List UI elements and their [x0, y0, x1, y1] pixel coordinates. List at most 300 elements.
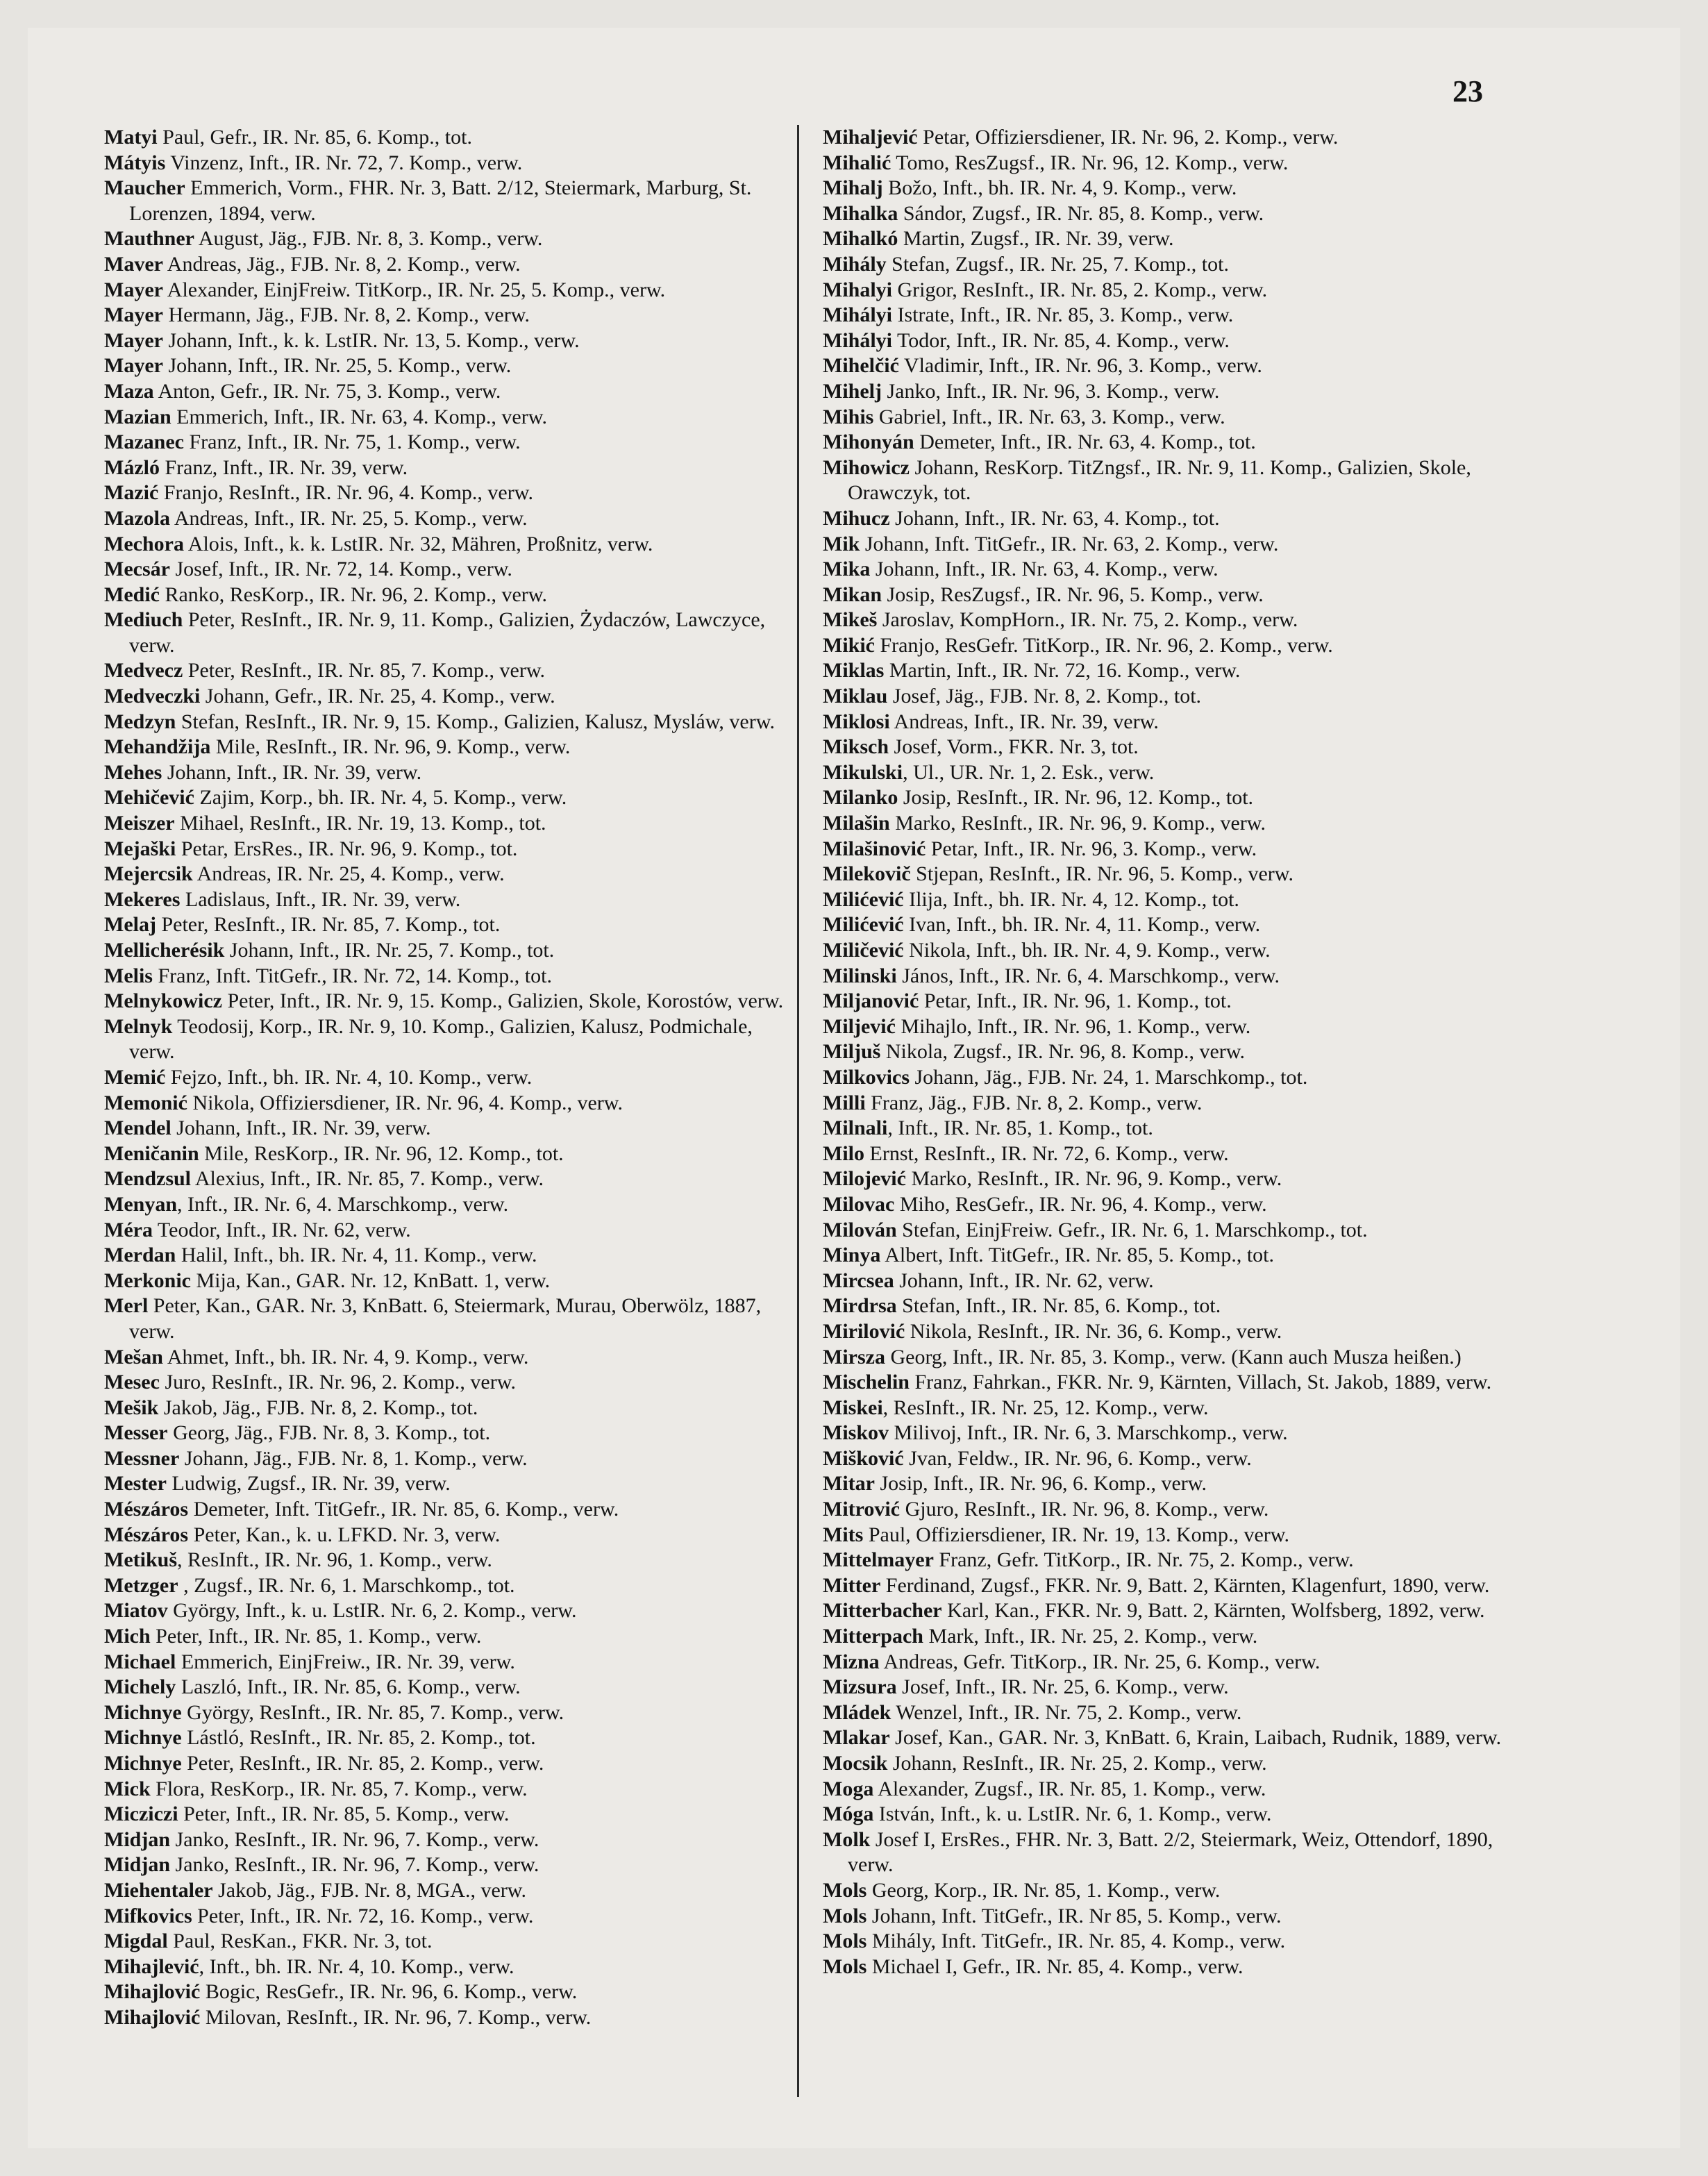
- entry-surname: Móga: [823, 1802, 874, 1826]
- list-item: [104, 1294, 798, 1344]
- entry-details: Johann, Inft., IR. Nr. 25, 5. Komp., verw.: [162, 354, 512, 378]
- entry-details: Zajim, Korp., bh. IR. Nr. 4, 5. Komp., verw.: [194, 786, 567, 810]
- entry-surname: Mikan: [823, 583, 882, 606]
- entry-details: Franz, Fahrkan., FKR. Nr. 9, Kärnten, Villach, St. Jakob, 1889, verw.: [910, 1371, 1492, 1394]
- entry-surname: Mediuch: [104, 608, 183, 632]
- entry-surname: Mészáros: [104, 1498, 189, 1521]
- list-item: [823, 1751, 1517, 1777]
- entry-details: Paul, Offiziersdiener, IR. Nr. 19, 13. Komp., verw.: [863, 1523, 1290, 1546]
- entry-details: Grigor, ResInft., IR. Nr. 85, 2. Komp., verw.: [892, 278, 1268, 301]
- entry-surname: Miehentaler: [104, 1878, 213, 1902]
- entry-surname: Mihályi: [823, 328, 893, 352]
- list-item: [823, 1548, 1517, 1573]
- list-item: [104, 710, 798, 735]
- entry-surname: Mihaljević: [823, 126, 918, 149]
- list-item: [823, 837, 1517, 862]
- entry-surname: Mlakar: [823, 1726, 890, 1750]
- entry-details: Franz, Inft., IR. Nr. 39, verw.: [159, 455, 408, 479]
- list-item: [104, 862, 798, 887]
- entry-surname: Mazić: [104, 481, 159, 505]
- entry-details: Ranko, ResKorp., IR. Nr. 96, 2. Komp., verw.: [159, 583, 547, 606]
- list-item: [823, 430, 1517, 455]
- entry-details: Gjuro, ResInft., IR. Nr. 96, 8. Komp., verw.: [900, 1498, 1269, 1521]
- list-item: [104, 1802, 798, 1827]
- entry-surname: Miljanović: [823, 989, 919, 1013]
- list-item: [823, 785, 1517, 811]
- entry-details: Josef, Kan., GAR. Nr. 3, KnBatt. 6, Krain, Laibach, Rudnik, 1889, verw.: [889, 1726, 1502, 1750]
- entry-surname: Mazanec: [104, 430, 184, 454]
- entry-surname: Mihály: [823, 252, 887, 276]
- entry-details: Georg, Inft., IR. Nr. 85, 3. Komp., verw. (Kann auch Musza heißen.): [885, 1345, 1462, 1369]
- list-item: [823, 1598, 1517, 1624]
- list-item: [104, 1166, 798, 1192]
- entry-details: Stefan, ResInft., IR. Nr. 9, 15. Komp., Galizien, Kalusz, Mysláw, verw.: [176, 710, 775, 733]
- entry-surname: Mazola: [104, 506, 170, 530]
- entry-surname: Merl: [104, 1294, 149, 1318]
- entry-surname: Mifkovics: [104, 1904, 192, 1927]
- entry-surname: Mechora: [104, 532, 184, 555]
- entry-surname: Milinski: [823, 964, 897, 987]
- entry-details: Josef, Jäg., FJB. Nr. 8, 2. Komp., tot.: [887, 685, 1202, 708]
- list-item: [823, 328, 1517, 354]
- right-column: [823, 125, 1517, 1980]
- list-item: [104, 506, 798, 532]
- list-item: [104, 1192, 798, 1218]
- entry-surname: Mols: [823, 1955, 867, 1978]
- entry-surname: Mols: [823, 1878, 867, 1902]
- list-item: [823, 583, 1517, 608]
- list-item: [104, 1446, 798, 1472]
- list-item: [823, 1650, 1517, 1675]
- entry-details: Peter, ResInft., IR. Nr. 9, 11. Komp., Galizien, Żydaczów, Lawczyce, verw.: [129, 608, 766, 657]
- entry-surname: Mitterpach: [823, 1625, 923, 1648]
- entry-details: Marko, ResInft., IR. Nr. 96, 9. Komp., verw.: [889, 812, 1266, 835]
- entry-details: Johann, Gefr., IR. Nr. 25, 4. Komp., verw.: [200, 685, 555, 708]
- entry-surname: Mekeres: [104, 887, 181, 911]
- entry-surname: Miskov: [823, 1421, 889, 1445]
- entry-details: Johann, Inft., IR. Nr. 25, 7. Komp., tot.: [224, 939, 555, 962]
- entry-surname: Maver: [104, 252, 163, 276]
- entry-details: Jakob, Jäg., FJB. Nr. 8, 2. Komp., tot.: [158, 1396, 478, 1419]
- entry-surname: Minya: [823, 1244, 881, 1267]
- list-item: [823, 633, 1517, 659]
- list-item: [823, 226, 1517, 252]
- entry-surname: Milojević: [823, 1167, 906, 1191]
- entry-details: Johann, Inft., IR. Nr. 39, verw.: [171, 1116, 431, 1140]
- entry-details: Mile, ResKorp., IR. Nr. 96, 12. Komp., tot.: [199, 1141, 564, 1165]
- entry-surname: Méra: [104, 1218, 153, 1241]
- entry-details: György, ResInft., IR. Nr. 85, 7. Komp., verw.: [181, 1700, 564, 1724]
- entry-details: János, Inft., IR. Nr. 6, 4. Marschkomp., verw.: [896, 964, 1280, 987]
- list-item: [104, 1091, 798, 1116]
- entry-details: Josef, Inft., IR. Nr. 25, 6. Komp., verw.: [896, 1675, 1229, 1699]
- entry-surname: Mihajlović: [104, 1980, 201, 2004]
- list-item: [823, 405, 1517, 430]
- entry-surname: Miklau: [823, 685, 888, 708]
- entry-details: Johann, Inft., IR. Nr. 62, verw.: [894, 1269, 1154, 1292]
- entry-surname: Mols: [823, 1904, 867, 1927]
- entry-details: Juro, ResInft., IR. Nr. 96, 2. Komp., verw.: [159, 1371, 516, 1394]
- entry-details: Emmerich, Inft., IR. Nr. 63, 4. Komp., verw.: [171, 405, 547, 428]
- list-item: [104, 938, 798, 964]
- list-item: [104, 328, 798, 354]
- entry-surname: Mauthner: [104, 227, 194, 251]
- entry-surname: Mayer: [104, 278, 163, 301]
- entry-surname: Midjan: [104, 1853, 171, 1877]
- entry-surname: Mátyis: [104, 151, 166, 174]
- list-item: [104, 557, 798, 583]
- entry-details: Franz, Jäg., FJB. Nr. 8, 2. Komp., verw.: [865, 1091, 1203, 1114]
- left-column: [104, 125, 798, 2031]
- entry-surname: Mittelmayer: [823, 1548, 934, 1572]
- list-item: [104, 1269, 798, 1294]
- entry-surname: Miskei: [823, 1396, 883, 1419]
- list-item: [823, 710, 1517, 735]
- entry-details: August, Jäg., FJB. Nr. 8, 3. Komp., verw.: [194, 227, 543, 251]
- entry-surname: Mihelčić: [823, 354, 899, 378]
- entry-details: Jaroslav, KompHorn., IR. Nr. 75, 2. Komp., verw.: [877, 608, 1298, 632]
- entry-details: Nikola, Inft., bh. IR. Nr. 4, 9. Komp., verw.: [903, 939, 1271, 962]
- entry-details: Janko, ResInft., IR. Nr. 96, 7. Komp., verw.: [170, 1853, 539, 1877]
- entry-details: Karl, Kan., FKR. Nr. 9, Batt. 2, Kärnten, Wolfsberg, 1892, verw.: [941, 1599, 1485, 1623]
- entry-surname: Mocsik: [823, 1752, 888, 1775]
- entry-details: Johann, Inft. TitGefr., IR. Nr 85, 5. Komp., verw.: [866, 1904, 1282, 1927]
- entry-details: Stefan, Inft., IR. Nr. 85, 6. Komp., tot.: [896, 1294, 1221, 1318]
- list-item: [823, 532, 1517, 558]
- entry-surname: Mirsza: [823, 1345, 885, 1369]
- entry-surname: Micziczi: [104, 1802, 178, 1826]
- entry-details: Petar, Offiziersdiener, IR. Nr. 96, 2. Komp., verw.: [917, 126, 1339, 149]
- entry-details: Martin, Inft., IR. Nr. 72, 16. Komp., verw.: [884, 659, 1241, 683]
- entry-surname: Milićević: [823, 913, 904, 937]
- entry-details: Peter, ResInft., IR. Nr. 85, 2. Komp., verw.: [181, 1752, 544, 1775]
- list-item: [104, 811, 798, 837]
- entry-surname: Mihowicz: [823, 455, 910, 479]
- entry-details: Petar, ErsRes., IR. Nr. 96, 9. Komp., tot.: [176, 837, 518, 860]
- entry-details: , ResInft., IR. Nr. 96, 1. Komp., verw.: [177, 1548, 492, 1572]
- list-item: [823, 1929, 1517, 1955]
- entry-surname: Mitar: [823, 1472, 875, 1496]
- list-item: [823, 379, 1517, 405]
- list-item: [104, 176, 798, 226]
- entry-details: Wenzel, Inft., IR. Nr. 75, 2. Komp., verw.: [891, 1700, 1242, 1724]
- list-item: [104, 1700, 798, 1726]
- list-item: [823, 278, 1517, 303]
- entry-details: Istrate, Inft., IR. Nr. 85, 3. Komp., verw.: [892, 303, 1234, 327]
- list-item: [104, 1471, 798, 1497]
- entry-details: Hermann, Jäg., FJB. Nr. 8, 2. Komp., verw.: [162, 303, 530, 327]
- entry-details: Božo, Inft., bh. IR. Nr. 4, 9. Komp., verw.: [882, 176, 1237, 200]
- entry-surname: Mešan: [104, 1345, 163, 1369]
- entry-surname: Metzger: [104, 1573, 178, 1597]
- entry-details: Anton, Gefr., IR. Nr. 75, 3. Komp., verw.: [153, 379, 501, 403]
- list-item: [823, 1955, 1517, 1980]
- list-item: [823, 1573, 1517, 1599]
- list-item: [823, 760, 1517, 786]
- list-item: [104, 785, 798, 811]
- entry-details: Johann, Inft., IR. Nr. 63, 4. Komp., tot.: [889, 506, 1220, 530]
- list-item: [823, 684, 1517, 710]
- list-item: [104, 532, 798, 558]
- list-item: [104, 1929, 798, 1955]
- entry-surname: Milo: [823, 1141, 864, 1165]
- entry-details: Johann, ResKorp. TitZngsf., IR. Nr. 9, 11. Komp., Galizien, Skole, Orawczyk, tot.: [848, 455, 1471, 505]
- list-item: [823, 1827, 1517, 1878]
- list-item: [823, 912, 1517, 938]
- entry-details: Halil, Inft., bh. IR. Nr. 4, 11. Komp., verw.: [176, 1244, 537, 1267]
- entry-surname: Meničanin: [104, 1141, 199, 1165]
- list-item: [104, 608, 798, 658]
- entry-details: Nikola, ResInft., IR. Nr. 36, 6. Komp., verw.: [905, 1319, 1282, 1343]
- entry-details: Johann, ResInft., IR. Nr. 25, 2. Komp., verw.: [887, 1752, 1267, 1775]
- entry-surname: Mizna: [823, 1650, 880, 1673]
- entry-surname: Melis: [104, 964, 153, 987]
- entry-details: Ilija, Inft., bh. IR. Nr. 4, 12. Komp., tot.: [903, 887, 1239, 911]
- entry-details: Peter, ResInft., IR. Nr. 85, 7. Komp., tot.: [156, 913, 501, 937]
- list-item: [823, 1777, 1517, 1802]
- entry-surname: Mejaški: [104, 837, 176, 860]
- entry-details: Ladislaus, Inft., IR. Nr. 39, verw.: [180, 887, 461, 911]
- list-item: [104, 353, 798, 379]
- entry-surname: Milekovič: [823, 862, 911, 886]
- entry-details: Lástló, ResInft., IR. Nr. 85, 2. Komp., tot.: [181, 1726, 536, 1750]
- list-item: [823, 455, 1517, 506]
- list-item: [104, 1650, 798, 1675]
- list-item: [104, 964, 798, 989]
- entry-details: Mihajlo, Inft., IR. Nr. 96, 1. Komp., verw.: [895, 1014, 1251, 1038]
- entry-details: Andreas, Inft., IR. Nr. 25, 5. Komp., verw.: [169, 506, 528, 530]
- list-item: [104, 1345, 798, 1371]
- entry-details: Ludwig, Zugsf., IR. Nr. 39, verw.: [166, 1472, 451, 1496]
- entry-details: Josef, Inft., IR. Nr. 72, 14. Komp., verw.: [169, 558, 512, 581]
- entry-details: Mile, ResInft., IR. Nr. 96, 9. Komp., verw.: [210, 735, 571, 759]
- entry-surname: Mesec: [104, 1371, 160, 1394]
- entry-surname: Miklas: [823, 659, 885, 683]
- entry-surname: Merkonic: [104, 1269, 191, 1292]
- list-item: [823, 1218, 1517, 1244]
- entry-surname: Mihalyi: [823, 278, 893, 301]
- list-item: [823, 735, 1517, 760]
- entry-surname: Migdal: [104, 1930, 168, 1953]
- list-item: [823, 1243, 1517, 1269]
- entry-details: Demeter, Inft. TitGefr., IR. Nr. 85, 6. Komp., verw.: [188, 1498, 619, 1521]
- entry-details: Mihály, Inft. TitGefr., IR. Nr. 85, 4. Komp., verw.: [866, 1930, 1286, 1953]
- entry-surname: Melaj: [104, 913, 156, 937]
- entry-surname: Mitrović: [823, 1498, 901, 1521]
- entry-surname: Miksch: [823, 735, 889, 759]
- list-item: [823, 1065, 1517, 1091]
- entry-details: Josip, ResZugsf., IR. Nr. 96, 5. Komp., verw.: [882, 583, 1264, 606]
- list-item: [823, 1014, 1517, 1040]
- entry-surname: Mészáros: [104, 1523, 189, 1546]
- entry-surname: Molk: [823, 1827, 871, 1851]
- entry-details: Stefan, EinjFreiw. Gefr., IR. Nr. 6, 1. Marschkomp., tot.: [896, 1218, 1368, 1241]
- entry-details: , Inft., IR. Nr. 85, 1. Komp., tot.: [887, 1116, 1153, 1140]
- entry-surname: Merdan: [104, 1244, 176, 1267]
- list-item: [823, 1269, 1517, 1294]
- entry-surname: Mich: [104, 1625, 151, 1648]
- entry-details: Alexander, Zugsf., IR. Nr. 85, 1. Komp., verw.: [873, 1777, 1266, 1800]
- entry-details: Peter, Inft., IR. Nr. 85, 1. Komp., verw.: [150, 1625, 482, 1648]
- list-item: [823, 1370, 1517, 1396]
- list-item: [104, 1421, 798, 1446]
- entry-details: Albert, Inft. TitGefr., IR. Nr. 85, 5. Komp., tot.: [880, 1244, 1275, 1267]
- list-item: [104, 1675, 798, 1700]
- entry-details: Josip, ResInft., IR. Nr. 96, 12. Komp., tot.: [898, 786, 1254, 810]
- list-item: [823, 1700, 1517, 1726]
- list-item: [104, 455, 798, 481]
- list-item: [823, 1471, 1517, 1497]
- entry-details: Emmerich, Vorm., FHR. Nr. 3, Batt. 2/12, Steiermark, Marburg, St. Lorenzen, 1894, verw.: [129, 176, 752, 225]
- entry-details: Gabriel, Inft., IR. Nr. 63, 3. Komp., verw.: [873, 405, 1225, 428]
- entry-surname: Menyan: [104, 1192, 177, 1216]
- list-item: [104, 583, 798, 608]
- entry-surname: Mihelj: [823, 379, 882, 403]
- entry-details: , Zugsf., IR. Nr. 6, 1. Marschkomp., tot.: [178, 1573, 515, 1597]
- list-item: [823, 608, 1517, 633]
- list-item: [104, 658, 798, 684]
- list-item: [104, 2005, 798, 2031]
- list-item: [823, 176, 1517, 201]
- entry-surname: Mládek: [823, 1700, 891, 1724]
- list-item: [823, 1497, 1517, 1523]
- list-item: [104, 912, 798, 938]
- entry-details: , Inft., IR. Nr. 6, 4. Marschkomp., verw.: [177, 1192, 509, 1216]
- entry-surname: Mikeš: [823, 608, 878, 632]
- entry-details: Alois, Inft., k. k. LstIR. Nr. 32, Mähren, Proßnitz, verw.: [183, 532, 653, 555]
- entry-details: Peter, Kan., k. u. LFKD. Nr. 3, verw.: [188, 1523, 501, 1546]
- entry-surname: Mecsár: [104, 558, 170, 581]
- entry-surname: Maza: [104, 379, 154, 403]
- list-item: [823, 1675, 1517, 1700]
- list-item: [104, 1497, 798, 1523]
- entry-details: Josef I, ErsRes., FHR. Nr. 3, Batt. 2/2, Steiermark, Weiz, Ottendorf, 1890, verw.: [848, 1827, 1493, 1877]
- entry-surname: Michnye: [104, 1726, 182, 1750]
- entry-details: Fejzo, Inft., bh. IR. Nr. 4, 10. Komp., verw.: [165, 1065, 533, 1089]
- entry-surname: Mešik: [104, 1396, 159, 1419]
- list-item: [823, 1396, 1517, 1421]
- entry-details: Ferdinand, Zugsf., FKR. Nr. 9, Batt. 2, Kärnten, Klagenfurt, 1890, verw.: [880, 1573, 1490, 1597]
- entry-surname: Michnye: [104, 1752, 182, 1775]
- entry-details: Andreas, IR. Nr. 25, 4. Komp., verw.: [192, 862, 505, 886]
- entry-details: Janko, ResInft., IR. Nr. 96, 7. Komp., verw.: [170, 1827, 539, 1851]
- entry-details: Franjo, ResInft., IR. Nr. 96, 4. Komp., verw.: [158, 481, 533, 505]
- list-item: [104, 1852, 798, 1878]
- list-item: [104, 1573, 798, 1599]
- entry-details: Peter, Inft., IR. Nr. 9, 15. Komp., Galizien, Skole, Korostów, verw.: [221, 989, 784, 1013]
- entry-details: Andreas, Gefr. TitKorp., IR. Nr. 25, 6. Komp., verw.: [879, 1650, 1321, 1673]
- entry-details: Mihael, ResInft., IR. Nr. 19, 13. Komp., tot.: [174, 812, 546, 835]
- entry-details: Martin, Zugsf., IR. Nr. 39, verw.: [898, 227, 1174, 251]
- entry-details: , Inft., bh. IR. Nr. 4, 10. Komp., verw.: [199, 1955, 514, 1978]
- list-item: [104, 837, 798, 862]
- entry-details: Emmerich, EinjFreiw., IR. Nr. 39, verw.: [176, 1650, 515, 1673]
- entry-surname: Milnali: [823, 1116, 888, 1140]
- list-item: [104, 1624, 798, 1650]
- entry-surname: Mols: [823, 1930, 867, 1953]
- list-item: [823, 1446, 1517, 1472]
- entry-details: Mark, Inft., IR. Nr. 25, 2. Komp., verw.: [923, 1625, 1258, 1648]
- list-item: [823, 1116, 1517, 1141]
- entry-surname: Miljuš: [823, 1040, 881, 1064]
- entry-surname: Miličević: [823, 939, 904, 962]
- list-item: [104, 1725, 798, 1751]
- list-item: [104, 405, 798, 430]
- entry-details: Milovan, ResInft., IR. Nr. 96, 7. Komp., verw.: [200, 2005, 592, 2029]
- entry-surname: Mits: [823, 1523, 864, 1546]
- list-item: [104, 1777, 798, 1802]
- list-item: [104, 1243, 798, 1269]
- list-item: [104, 151, 798, 176]
- list-item: [104, 278, 798, 303]
- entry-details: Janko, Inft., IR. Nr. 96, 3. Komp., verw.: [881, 379, 1220, 403]
- list-item: [823, 1039, 1517, 1065]
- entry-details: Ernst, ResInft., IR. Nr. 72, 6. Komp., verw.: [864, 1141, 1229, 1165]
- list-item: [104, 684, 798, 710]
- list-item: [104, 1523, 798, 1548]
- list-item: [104, 480, 798, 506]
- entry-details: Georg, Jäg., FJB. Nr. 8, 3. Komp., tot.: [167, 1421, 491, 1445]
- entry-details: , Ul., UR. Nr. 1, 2. Esk., verw.: [903, 760, 1155, 784]
- entry-details: Marko, ResInft., IR. Nr. 96, 9. Komp., verw.: [905, 1167, 1282, 1191]
- entry-details: Petar, Inft., IR. Nr. 96, 1. Komp., tot.: [919, 989, 1232, 1013]
- entry-details: Todor, Inft., IR. Nr. 85, 4. Komp., verw.: [892, 328, 1230, 352]
- entry-details: Stefan, Zugsf., IR. Nr. 25, 7. Komp., tot.: [886, 252, 1229, 276]
- entry-surname: Maucher: [104, 176, 185, 200]
- entry-surname: Milićević: [823, 887, 904, 911]
- entry-details: Jvan, Feldw., IR. Nr. 96, 6. Komp., verw.: [903, 1446, 1252, 1470]
- entry-details: Bogic, ResGefr., IR. Nr. 96, 6. Komp., verw.: [200, 1980, 578, 2004]
- list-item: [104, 887, 798, 913]
- entry-surname: Mihályi: [823, 303, 893, 327]
- list-item: [823, 1624, 1517, 1650]
- entry-details: Franz, Inft. TitGefr., IR. Nr. 72, 14. Komp., tot.: [152, 964, 552, 987]
- entry-details: Ivan, Inft., bh. IR. Nr. 4, 11. Komp., verw.: [903, 913, 1261, 937]
- entry-details: Nikola, Offiziersdiener, IR. Nr. 96, 4. Komp., verw.: [187, 1091, 623, 1114]
- entry-surname: Mitterbacher: [823, 1599, 942, 1623]
- entry-surname: Mendzsul: [104, 1167, 192, 1191]
- list-item: [104, 252, 798, 278]
- list-item: [823, 1294, 1517, 1319]
- list-item: [823, 811, 1517, 837]
- list-item: [104, 1878, 798, 1904]
- list-item: [823, 1091, 1517, 1116]
- entry-surname: Mihalj: [823, 176, 883, 200]
- entry-surname: Milovac: [823, 1192, 895, 1216]
- entry-surname: Memonić: [104, 1091, 187, 1114]
- list-item: [823, 1345, 1517, 1371]
- entry-surname: Mikulski: [823, 760, 903, 784]
- entry-surname: Miklosi: [823, 710, 890, 733]
- list-item: [823, 1802, 1517, 1827]
- entry-details: Miho, ResGefr., IR. Nr. 96, 4. Komp., verw.: [894, 1192, 1267, 1216]
- entry-details: Georg, Korp., IR. Nr. 85, 1. Komp., verw.: [866, 1878, 1221, 1902]
- entry-surname: Mikić: [823, 633, 875, 657]
- entry-details: Peter, Inft., IR. Nr. 72, 16. Komp., verw.: [192, 1904, 534, 1927]
- entry-surname: Medić: [104, 583, 160, 606]
- page-number: 23: [1452, 74, 1483, 108]
- entry-surname: Mihalka: [823, 201, 898, 225]
- entry-details: Johann, Inft., IR. Nr. 63, 4. Komp., verw.: [870, 558, 1219, 581]
- entry-surname: Mazian: [104, 405, 171, 428]
- entry-surname: Michael: [104, 1650, 176, 1673]
- entry-surname: Melnyk: [104, 1014, 173, 1038]
- list-item: [823, 887, 1517, 913]
- list-item: [823, 506, 1517, 532]
- list-item: [104, 1980, 798, 2005]
- list-item: [823, 353, 1517, 379]
- entry-details: Andreas, Inft., IR. Nr. 39, verw.: [889, 710, 1159, 733]
